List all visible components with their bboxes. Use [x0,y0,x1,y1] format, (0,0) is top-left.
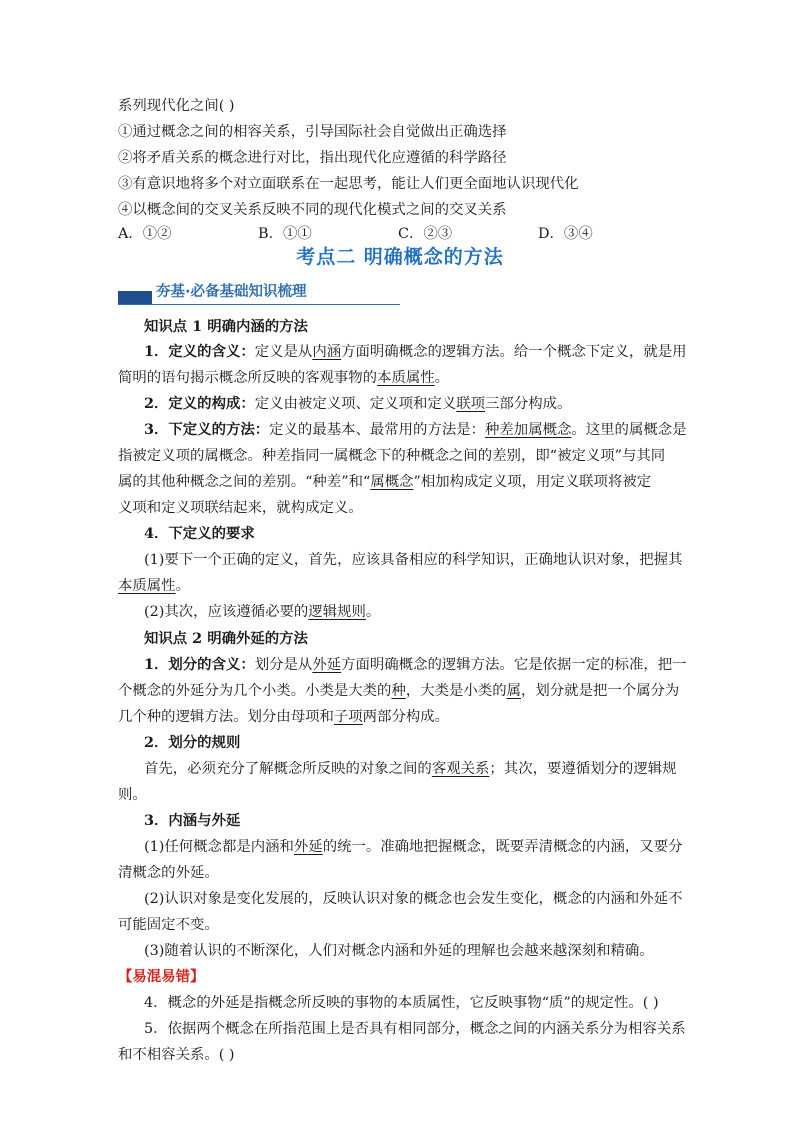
k2-p3-2-line1: (2)认识对象是变化发展的，反映认识对象的概念也会发生变化，概念的内涵和外延不 [144,891,683,907]
k1-p3-line1: 3．下定义的方法：定义的最基本、最常用的方法是：种差加属概念。这里的属概念是 [144,421,687,438]
confuse-title: 【易混易错】 [118,968,205,985]
k1-p1-line1: 1．定义的含义：定义是从内涵方面明确概念的逻辑方法。给一个概念下定义，就是用 [144,343,687,360]
option-d: D．③④ [538,226,593,242]
question-item-1: ①通过概念之间的相容关系，引导国际社会自觉做出正确选择 [118,124,507,140]
k1-p2: 2．定义的构成：定义由被定义项、定义项和定义联项三部分构成。 [144,395,572,412]
k2-p1-line3: 几个种的逻辑方法。划分由母项和子项两部分构成。 [118,709,450,725]
k1-p4-2: (2)其次，应该遵循必要的逻辑规则。 [144,604,381,620]
option-c: C．②③ [398,226,453,242]
k1-p3-line2: 指被定义项的属概念。种差指同一属概念下的种概念之间的差别，即“被定义项”与其同 [118,448,666,464]
k1-p4-1-line1: (1)要下一个正确的定义，首先，应该具备相应的科学知识，正确地认识对象，把握其 [144,552,683,568]
k2-p1-line1: 1．划分的含义：划分是从外延方面明确概念的逻辑方法。它是依据一定的标准，把一 [144,656,687,673]
question-item-4: ④以概念间的交叉关系反映不同的现代化模式之间的交叉关系 [118,202,507,218]
k2-p1-line2: 个概念的外延分为几个小类。小类是大类的种，大类是小类的属，划分就是把一个属分为 [118,683,680,699]
banner-label: 夯基·必备基础知识梳理 [156,284,307,300]
confuse-q4: 4．概念的外延是指概念所反映的事物的本质属性，它反映事物“质”的规定性。( ) [144,995,659,1011]
k1-p3-line4: 义项和定义项联结起来，就构成定义。 [118,500,363,516]
banner-bar-icon [118,291,152,304]
k2-p2-line1: 首先，必须充分了解概念所反映的对象之间的客观关系；其次，要遵循划分的逻辑规 [144,761,677,777]
k1-p4-label: 4．下定义的要求 [144,525,255,542]
k2-p3-1-line1: (1)任何概念都是内涵和外延的统一。准确地把握概念，既要弄清概念的内涵，又要分 [144,839,683,855]
k2-p3-3: (3)随着认识的不断深化，人们对概念内涵和外延的理解也会越来越深刻和精确。 [144,943,654,959]
k1-p1-line2: 简明的语句揭示概念所反映的客观事物的本质属性。 [118,370,450,386]
k1-title: 知识点 1 明确内涵的方法 [144,318,308,335]
k2-title: 知识点 2 明确外延的方法 [144,630,308,647]
k1-p4-1-line2: 本质属性。 [118,578,190,594]
confuse-q5-line1: 5．依据两个概念在所指范围上是否具有相同部分，概念之间的内涵关系分为相容关系 [144,1021,686,1037]
k2-p2-label: 2．划分的规则 [144,734,241,751]
k2-p3-2-line2: 可能固定不变。 [118,917,219,933]
question-item-2: ②将矛盾关系的概念进行对比，指出现代化应遵循的科学路径 [118,150,507,166]
option-a: A．①② [118,226,172,242]
confuse-q5-line2: 和不相容关系。( ) [118,1047,235,1063]
k2-p3-label: 3．内涵与外延 [144,812,241,829]
question-item-3: ③有意识地将多个对立面联系在一起思考，能让人们更全面地认识现代化 [118,176,579,192]
option-b: B．①① [258,226,312,242]
k2-p3-1-line2: 清概念的外延。 [118,865,219,881]
question-stem: 系列现代化之间( ) [118,98,235,114]
section-title: 考点二 明确概念的方法 [296,246,504,268]
k1-p3-line3: 属的其他种概念之间的差别。“种差”和“属概念”相加构成定义项，用定义联项将被定 [118,474,652,490]
k2-p2-line2: 则。 [118,787,147,803]
section-banner [118,280,400,305]
